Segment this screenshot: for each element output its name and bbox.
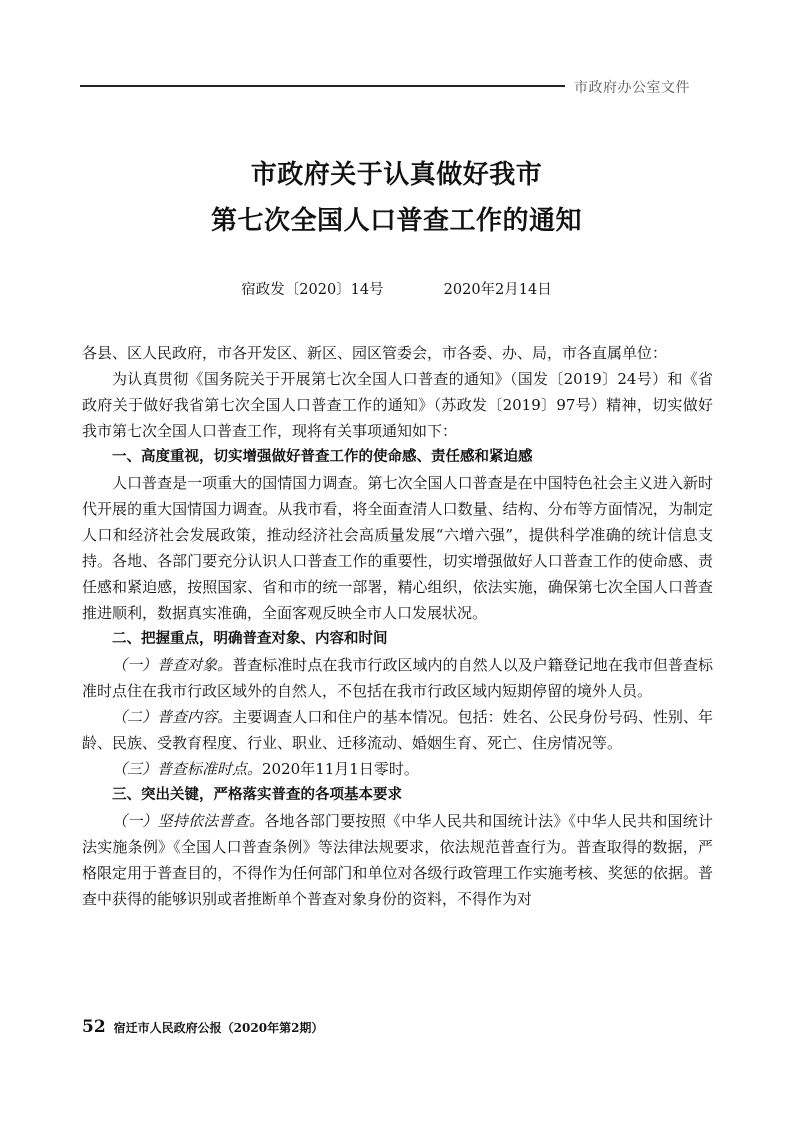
item-lead: （三）普查标准时点。: [112, 760, 263, 778]
section-2-item-3: [82, 756, 713, 782]
addressees: 各县、区人民政府，市各开发区、新区、园区管委会，市各委、办、局，市各直属单位：: [82, 344, 668, 362]
document-number: 宿政发〔2020〕14号: [241, 282, 384, 298]
document-title: [80, 152, 713, 244]
document-date: 2020年2月14日: [443, 282, 552, 298]
item-text: 各地各部门要按照《中华人民共和国统计法》《中华人民共和国统计法实施条例》《全国人口普查条例》等法律法规要求，依法规范普查行为。普查取得的数据，严格限定用于普查目的，不得作为任何部门和单位对各级行政管理工作实施考核、奖惩的依据。普查中获得的能够识别或者推断单个普查对象身份的资料，不得作为对: [82, 812, 713, 908]
item-lead: （二）普查内容。: [112, 708, 233, 726]
title-line-1: 市政府关于认真做好我市: [250, 160, 543, 190]
page-number: 52: [82, 1017, 106, 1037]
item-lead: （一）坚持依法普查。: [112, 812, 265, 830]
page-footer: [82, 1017, 323, 1037]
header-label: 市政府办公室文件: [574, 80, 690, 96]
document-body: [82, 340, 713, 912]
item-lead: （一）普查对象。: [112, 656, 233, 674]
header-rule: [80, 85, 565, 87]
section-1-heading: 一、高度重视，切实增强做好普查工作的使命感、责任感和紧迫感: [112, 449, 533, 465]
document-meta: [80, 278, 713, 299]
title-line-2: 第七次全国人口普查工作的通知: [210, 206, 582, 236]
publication-title: 宿迁市人民政府公报（2020年第2期）: [113, 1021, 324, 1035]
item-text: 主要调查人口和住户的基本情况。包括：姓名、公民身份号码、性别、年龄、民族、受教育程度、行业、职业、迁移流动、婚姻生育、死亡、住房情况等。: [82, 708, 713, 752]
section-2-heading: 二、把握重点，明确普查对象、内容和时间: [112, 631, 388, 647]
item-text: 普查标准时点在我市行政区域内的自然人以及户籍登记地在我市但普查标准时点住在我市行政区域外的自然人，不包括在我市行政区域内短期停留的境外人员。: [82, 656, 713, 700]
section-2-item-2: [82, 704, 713, 756]
intro-paragraph: 为认真贯彻《国务院关于开展第七次全国人口普查的通知》（国发〔2019〕24号）和《省政府关于做好我省第七次全国人口普查工作的通知》（苏政发〔2019〕97号）精神，切实做好我市第七次全国人口普查工作，现将有关事项通知如下：: [82, 370, 713, 440]
section-2-item-1: [82, 652, 713, 704]
section-3-heading: 三、突出关键，严格落实普查的各项基本要求: [112, 787, 402, 803]
item-text: 2020年11月1日零时。: [262, 760, 419, 778]
section-1-paragraph: 人口普查是一项重大的国情国力调查。第七次全国人口普查是在中国特色社会主义进入新时代开展的重大国情国力调查。从我市看，将全面查清人口数量、结构、分布等方面情况，为制定人口和经济社会发展政策，推动经济社会高质量发展“六增六强”，提供科学准确的统计信息支持。各地、各部门要充分认识人口普查工作的重要性，切实增强做好人口普查工作的使命感、责任感和紧迫感，按照国家、省和市的统一部署，精心组织，依法实施，确保第七次全国人口普查推进顺利，数据真实准确，全面客观反映全市人口发展状况。: [82, 474, 713, 622]
section-3-item-1: [82, 808, 713, 912]
